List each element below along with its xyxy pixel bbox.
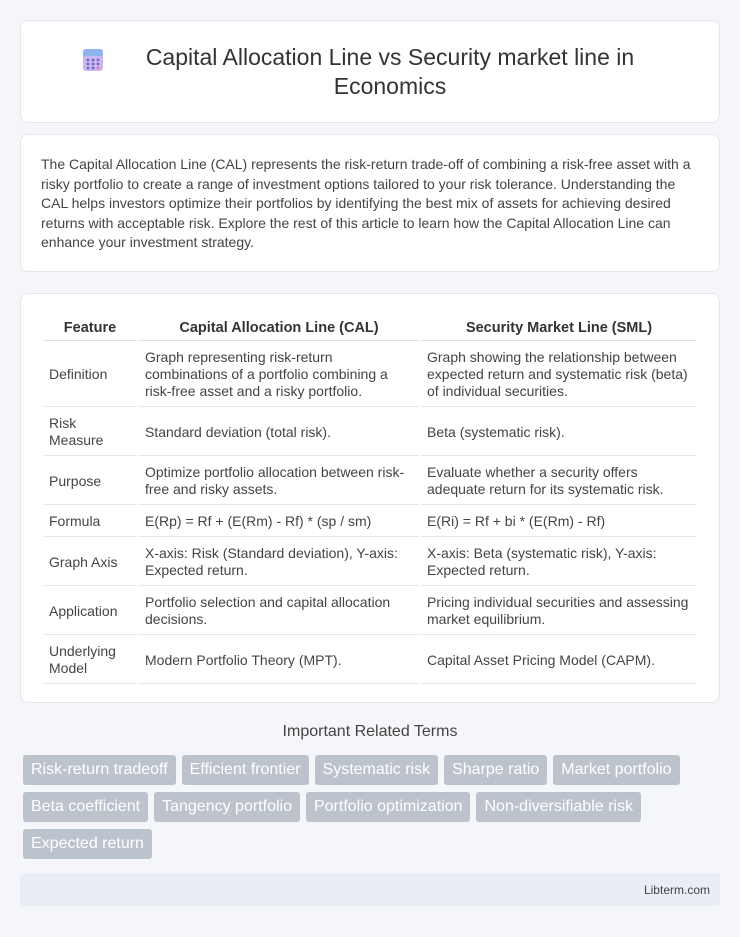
sml-cell: Pricing individual securities and assessing market equilibrium. [421, 588, 697, 635]
table-row [43, 507, 697, 537]
header-cal: Capital Allocation Line (CAL) [139, 316, 419, 341]
related-term-tag[interactable]: Non-diversifiable risk [476, 792, 641, 822]
related-term-tag[interactable]: Market portfolio [553, 755, 679, 785]
related-terms-list [23, 755, 703, 859]
feature-cell: Application [43, 588, 137, 635]
page-title: Capital Allocation Line vs Security market line in Economics [145, 43, 635, 99]
feature-cell: Formula [43, 507, 137, 537]
table-row [43, 409, 697, 456]
feature-cell: Definition [43, 343, 137, 407]
header-feature: Feature [43, 316, 137, 341]
related-terms-title: Important Related Terms [282, 723, 458, 740]
table-row [43, 343, 697, 407]
related-term-tag[interactable]: Sharpe ratio [444, 755, 547, 785]
title-wrap [80, 43, 660, 101]
cal-cell: X-axis: Risk (Standard deviation), Y-axis: Expected return. [139, 539, 419, 586]
title-card [20, 20, 720, 123]
related-term-tag[interactable]: Expected return [23, 829, 152, 859]
feature-cell: Graph Axis [43, 539, 137, 586]
footer-site-link[interactable]: Libterm.com [643, 882, 710, 897]
sml-cell: Beta (systematic risk). [421, 409, 697, 456]
sml-cell: Graph showing the relationship between expected return and systematic risk (beta) of individual securities. [421, 343, 697, 407]
table-row [43, 637, 697, 684]
related-term-tag[interactable]: Risk-return tradeoff [23, 755, 176, 785]
cal-cell: E(Rp) = Rf + (E(Rm) - Rf) * (sp / sm) [139, 507, 419, 537]
related-term-tag[interactable]: Beta coefficient [23, 792, 148, 822]
feature-cell: Underlying Model [43, 637, 137, 684]
sml-cell: Evaluate whether a security offers adequate return for its systematic risk. [421, 458, 697, 505]
feature-cell: Risk Measure [43, 409, 137, 456]
related-term-tag[interactable]: Tangency portfolio [154, 792, 300, 822]
cal-cell: Optimize portfolio allocation between risk-free and risky assets. [139, 458, 419, 505]
table-header-row [43, 316, 697, 341]
sml-cell: X-axis: Beta (systematic risk), Y-axis: Expected return. [421, 539, 697, 586]
sml-cell: Capital Asset Pricing Model (CAPM). [421, 637, 697, 684]
header-sml: Security Market Line (SML) [421, 316, 697, 341]
intro-card [20, 134, 720, 272]
cal-cell: Standard deviation (total risk). [139, 409, 419, 456]
related-term-tag[interactable]: Systematic risk [315, 755, 439, 785]
feature-cell: Purpose [43, 458, 137, 505]
cal-cell: Graph representing risk-return combinations of a portfolio combining a risk-free asset and a risky portfolio. [139, 343, 419, 407]
related-term-tag[interactable]: Efficient frontier [182, 755, 309, 785]
sml-cell: E(Ri) = Rf + bi * (E(Rm) - Rf) [421, 507, 697, 537]
cal-cell: Portfolio selection and capital allocation decisions. [139, 588, 419, 635]
intro-paragraph: The Capital Allocation Line (CAL) represents the risk-return trade-off of combining a risk-free asset with a risky portfolio to create a range of investment options tailored to your risk tolerance. Understanding the CAL helps investors optimize their portfolios by identifying the best mix of assets for achieving desired returns with acceptable risk. Explore the rest of this article to learn how the Capital Allocation Line can enhance your investment strategy. [41, 156, 691, 250]
footer [20, 873, 720, 906]
cal-cell: Modern Portfolio Theory (MPT). [139, 637, 419, 684]
table-row [43, 539, 697, 586]
comparison-card [20, 293, 720, 703]
related-term-tag[interactable]: Portfolio optimization [306, 792, 471, 822]
table-row [43, 458, 697, 505]
table-row [43, 588, 697, 635]
comparison-table [41, 314, 699, 686]
calculator-icon [80, 47, 106, 73]
